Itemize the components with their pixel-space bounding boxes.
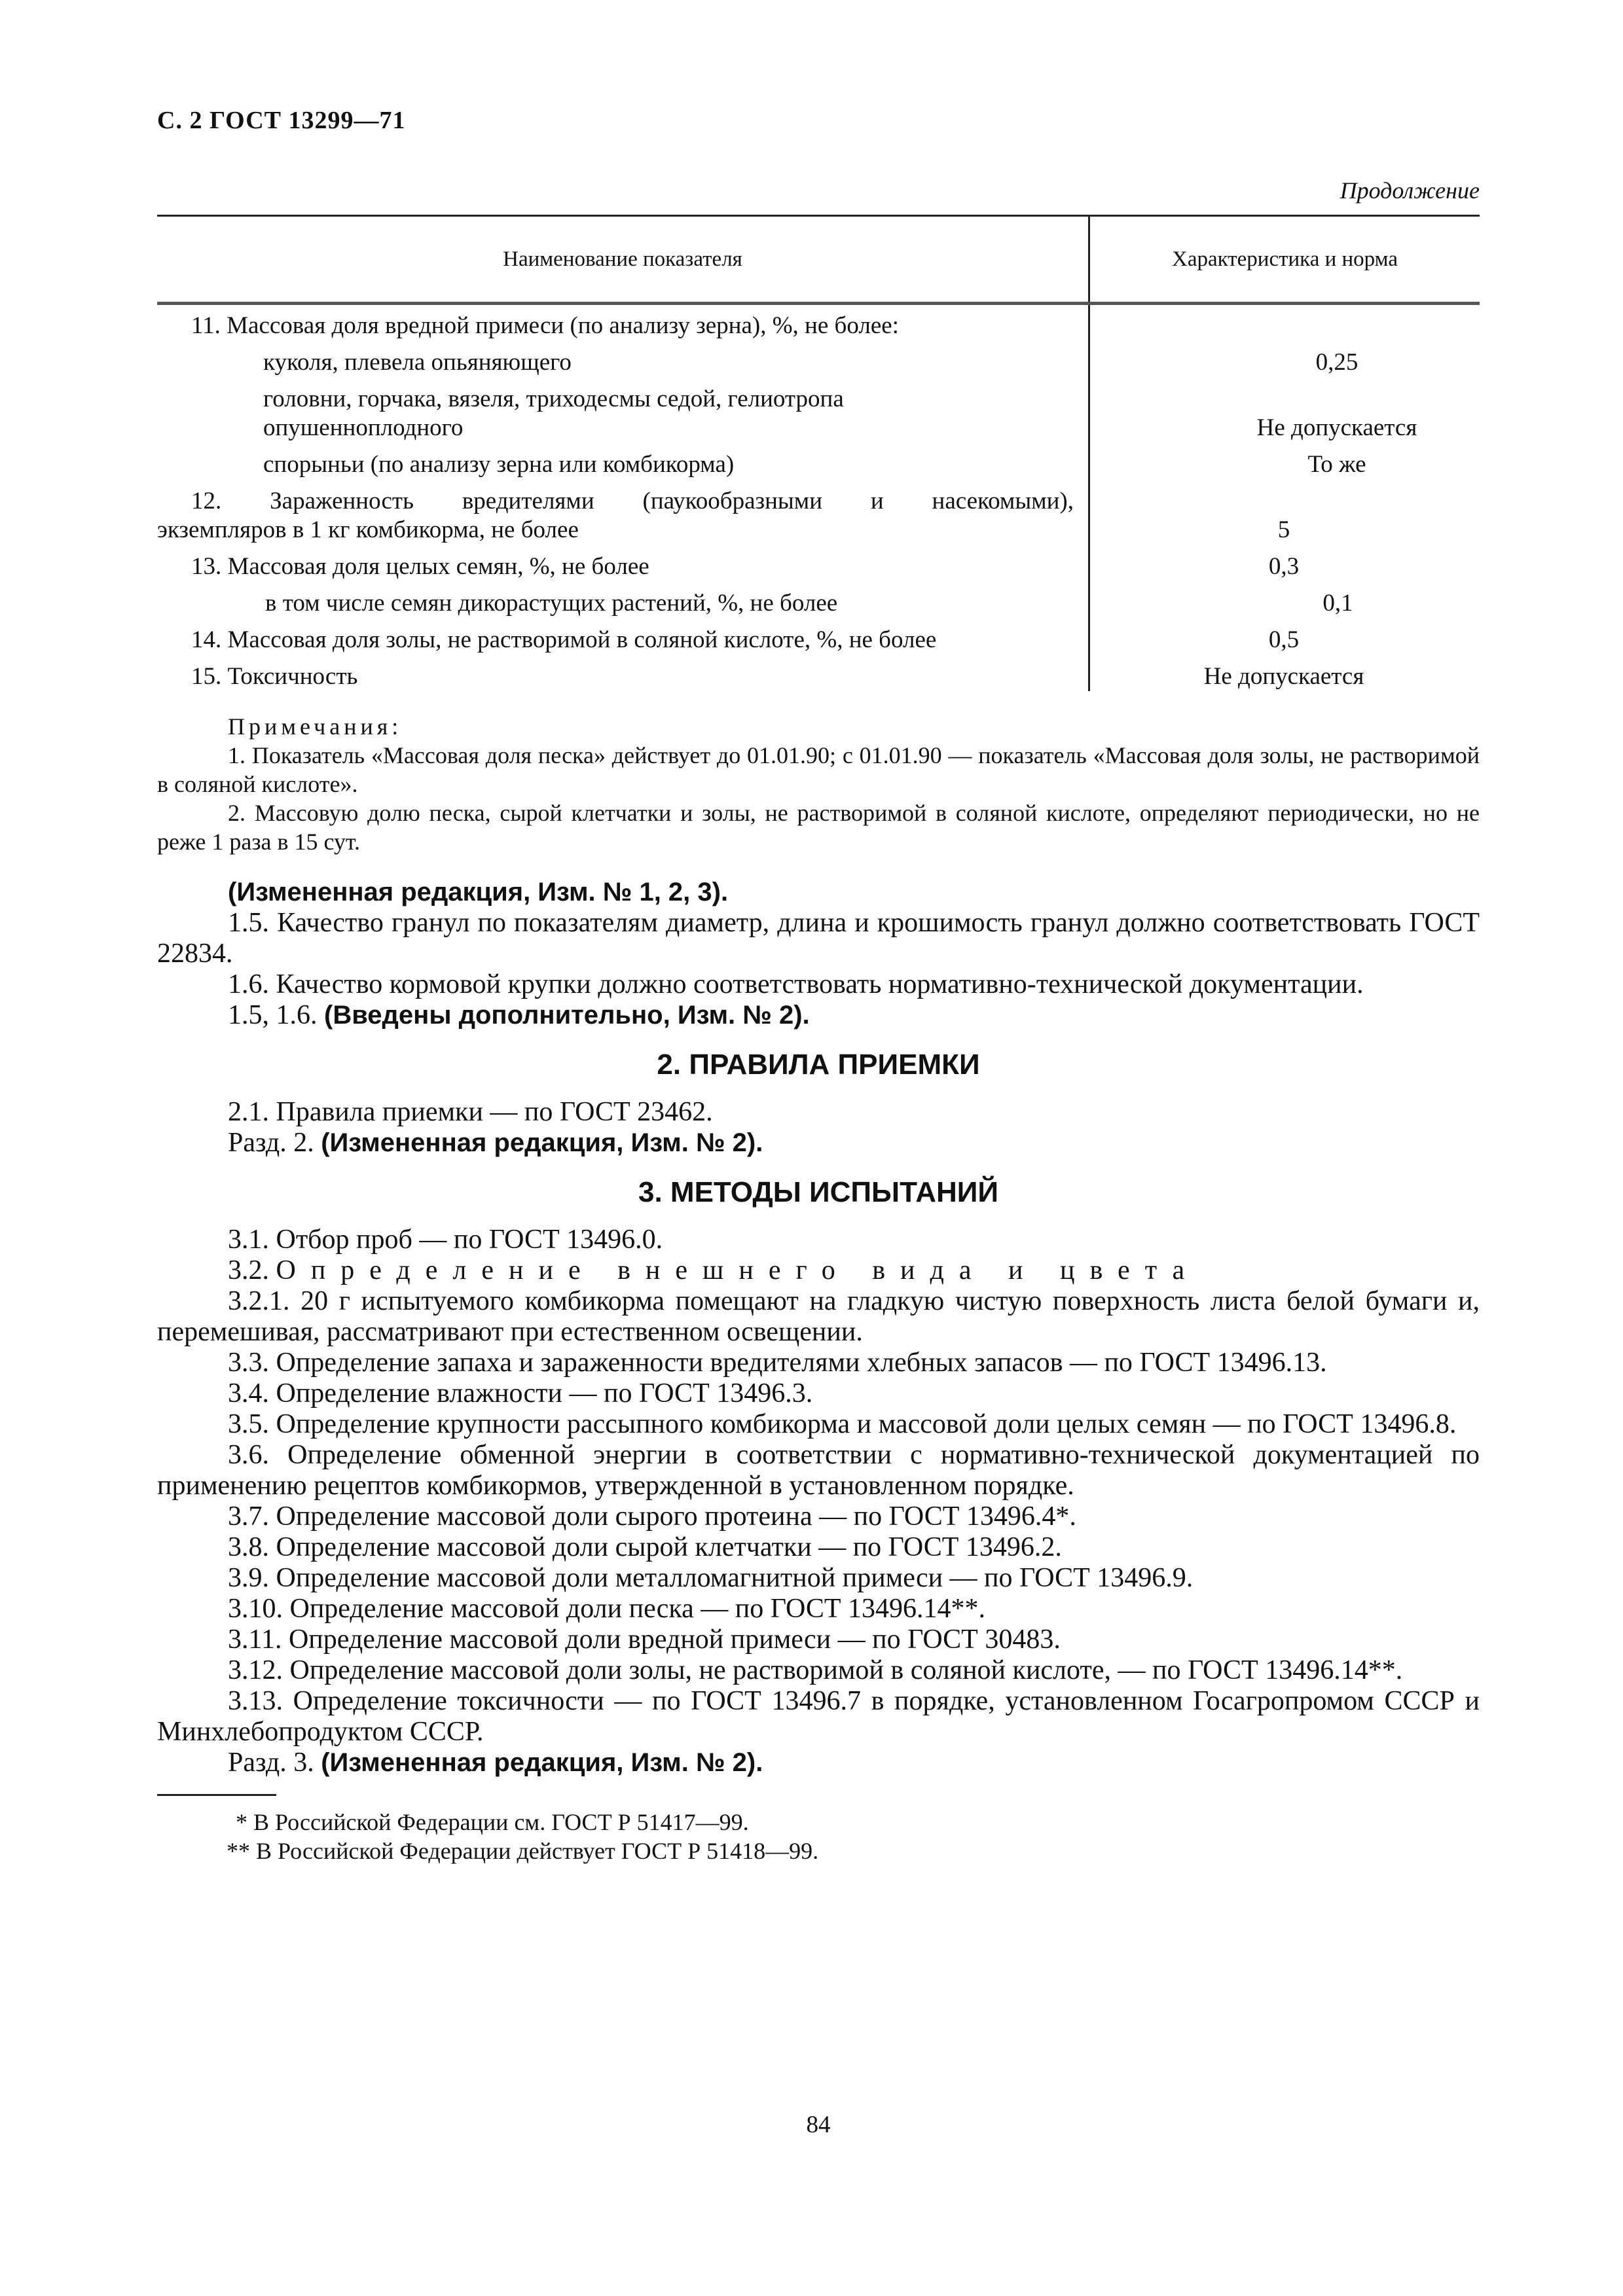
paragraph-3-6: 3.6. Определение обменной энергии в соответствии с нормативно-технической документацией по применению рецептов комбикормов, утвержденной в установленном порядке. bbox=[157, 1440, 1480, 1501]
section-title-3: 3. МЕТОДЫ ИСПЫТАНИЙ bbox=[638, 1176, 998, 1208]
paragraph-1-5: 1.5. Качество гранул по показателям диаметр, длина и крошимость гранул должно соответствовать ГОСТ 22834. bbox=[157, 908, 1480, 969]
row-norm: 0,25 bbox=[1315, 349, 1359, 376]
section-title-2: 2. ПРАВИЛА ПРИЕМКИ bbox=[657, 1049, 980, 1081]
paragraph-3-7: 3.7. Определение массовой доли сырого протеина — по ГОСТ 13496.4*. bbox=[228, 1501, 1076, 1532]
paragraph-3-11: 3.11. Определение массовой доли вредной примеси — по ГОСТ 30483. bbox=[228, 1624, 1061, 1655]
table-row bbox=[157, 312, 1480, 340]
running-header: С. 2 ГОСТ 13299—71 bbox=[157, 107, 406, 134]
row-name: в том числе семян дикорастущих растений, %, не более bbox=[265, 590, 838, 617]
amendment-bold: (Введены дополнительно, Изм. № 2). bbox=[324, 1001, 810, 1030]
column-header-name: Наименование показателя bbox=[157, 217, 1090, 302]
paragraph-3-5: 3.5. Определение крупности рассыпного комбикорма и массовой доли целых семян — по ГОСТ 13496.8. bbox=[228, 1409, 1457, 1439]
row-norm: 5 bbox=[1277, 516, 1290, 543]
paragraph-3-2-1: 3.2.1. 20 г испытуемого комбикорма помещают на гладкую чистую поверхность листа белой бумаги и, перемешивая, рассматривают при естественном освещении. bbox=[157, 1286, 1480, 1347]
row-name-line: экземпляров в 1 кг комбикорма, не более bbox=[157, 516, 579, 543]
amendment-note bbox=[157, 1128, 1480, 1158]
row-norm: Не допускается bbox=[1256, 414, 1417, 441]
row-name-line: 12. Зараженность вредителями (паукообразными и насекомыми), bbox=[191, 488, 1074, 514]
indicators-table bbox=[157, 215, 1480, 694]
table-row bbox=[157, 487, 1480, 545]
row-name bbox=[157, 385, 1194, 442]
main-text bbox=[157, 877, 1480, 1865]
table-header bbox=[157, 217, 1480, 305]
paragraph-3-2-title: Определение внешнего вида и цвета bbox=[276, 1255, 1200, 1285]
column-header-norm: Характеристика и норма bbox=[1172, 247, 1398, 271]
row-name: куколя, плевела опьяняющего bbox=[263, 349, 572, 376]
table-row bbox=[157, 626, 1480, 655]
paragraph-3-9: 3.9. Определение массовой доли металломагнитной примеси — по ГОСТ 13496.9. bbox=[228, 1563, 1194, 1593]
footnote: * В Российской Федерации см. ГОСТ Р 51417—99. bbox=[236, 1809, 749, 1835]
paragraph-3-13: 3.13. Определение токсичности — по ГОСТ 13496.7 в порядке, установленном Госагропромом СССР и Минхлебопродуктом СССР. bbox=[157, 1686, 1480, 1747]
paragraph-3-3: 3.3. Определение запаха и зараженности вредителями хлебных запасов — по ГОСТ 13496.13. bbox=[228, 1348, 1327, 1378]
page-number: 84 bbox=[806, 2111, 831, 2138]
row-name: 14. Массовая доля золы, не растворимой в соляной кислоте, %, не более bbox=[191, 626, 937, 653]
amendment-bold: (Измененная редакция, Изм. № 2). bbox=[321, 1128, 763, 1157]
note-item: 2. Массовую долю песка, сырой клетчатки и золы, не растворимой в соляной кислоте, определяют периодически, но не реже 1 раза в 15 сут. bbox=[157, 800, 1480, 855]
paragraph-3-1: 3.1. Отбор проб — по ГОСТ 13496.0. bbox=[228, 1225, 663, 1255]
paragraph-3-4: 3.4. Определение влажности — по ГОСТ 13496.3. bbox=[228, 1378, 813, 1408]
amendment-bold: (Измененная редакция, Изм. № 2). bbox=[321, 1748, 763, 1777]
continuation-label: Продолжение bbox=[1340, 177, 1480, 204]
row-name bbox=[157, 487, 1088, 545]
paragraph-3-2-number: 3.2. bbox=[228, 1255, 269, 1285]
amendment-bold: (Измененная редакция, Изм. № 1, 2, 3). bbox=[228, 878, 729, 906]
amendment-note bbox=[157, 1000, 1480, 1031]
table-row bbox=[157, 662, 1480, 691]
footnote: ** В Российской Федерации действует ГОСТ Р 51418—99. bbox=[227, 1838, 819, 1864]
paragraph-3-10: 3.10. Определение массовой доли песка — по ГОСТ 13496.14**. bbox=[228, 1594, 986, 1624]
table-notes bbox=[157, 712, 1480, 856]
table-row bbox=[157, 552, 1480, 581]
row-name: 15. Токсичность bbox=[191, 663, 358, 690]
amendment-note bbox=[157, 877, 1480, 908]
row-norm bbox=[1088, 312, 1480, 340]
row-name-line: головни, горчака, вязеля, триходесмы седой, гелиотропа bbox=[263, 386, 844, 412]
table-row bbox=[157, 450, 1480, 479]
row-name: 11. Массовая доля вредной примеси (по анализу зерна), %, не более: bbox=[191, 312, 899, 339]
paragraph-1-6: 1.6. Качество кормовой крупки должно соответствовать нормативно-технической документации. bbox=[228, 969, 1364, 999]
row-norm: Не допускается bbox=[1203, 663, 1364, 690]
amendment-note bbox=[157, 1748, 1480, 1778]
paragraph-3-8: 3.8. Определение массовой доли сырой клетчатки — по ГОСТ 13496.2. bbox=[228, 1532, 1062, 1562]
row-norm: То же bbox=[1307, 451, 1366, 478]
notes-title: Примечания: bbox=[228, 713, 403, 740]
table-body bbox=[157, 305, 1480, 691]
row-norm: 0,5 bbox=[1268, 626, 1300, 653]
paragraph-2-1: 2.1. Правила приемки — по ГОСТ 23462. bbox=[228, 1097, 713, 1127]
amendment-prefix: Разд. 3. bbox=[228, 1748, 314, 1778]
amendment-prefix: Разд. 2. bbox=[228, 1128, 314, 1158]
amendment-prefix: 1.5, 1.6. bbox=[228, 1000, 318, 1030]
note-item: 1. Показатель «Массовая доля песка» действует до 01.01.90; с 01.01.90 — показатель «Массовая доля золы, не растворимой в соляной кислоте». bbox=[157, 742, 1480, 797]
row-name: спорыньи (по анализу зерна или комбикорма) bbox=[263, 451, 735, 478]
row-name: 13. Массовая доля целых семян, %, не более bbox=[191, 553, 649, 580]
paragraph-3-2 bbox=[157, 1255, 1480, 1286]
footnote-rule bbox=[157, 1794, 276, 1796]
paragraph-3-12: 3.12. Определение массовой доли золы, не растворимой в соляной кислоте, — по ГОСТ 13496.14**. bbox=[228, 1655, 1403, 1685]
row-name-line: опушенноплодного bbox=[263, 414, 464, 441]
row-norm: 0,1 bbox=[1322, 590, 1353, 617]
row-norm: 0,3 bbox=[1268, 553, 1300, 580]
table-row bbox=[157, 385, 1480, 442]
table-row bbox=[157, 589, 1480, 618]
table-row bbox=[157, 348, 1480, 377]
